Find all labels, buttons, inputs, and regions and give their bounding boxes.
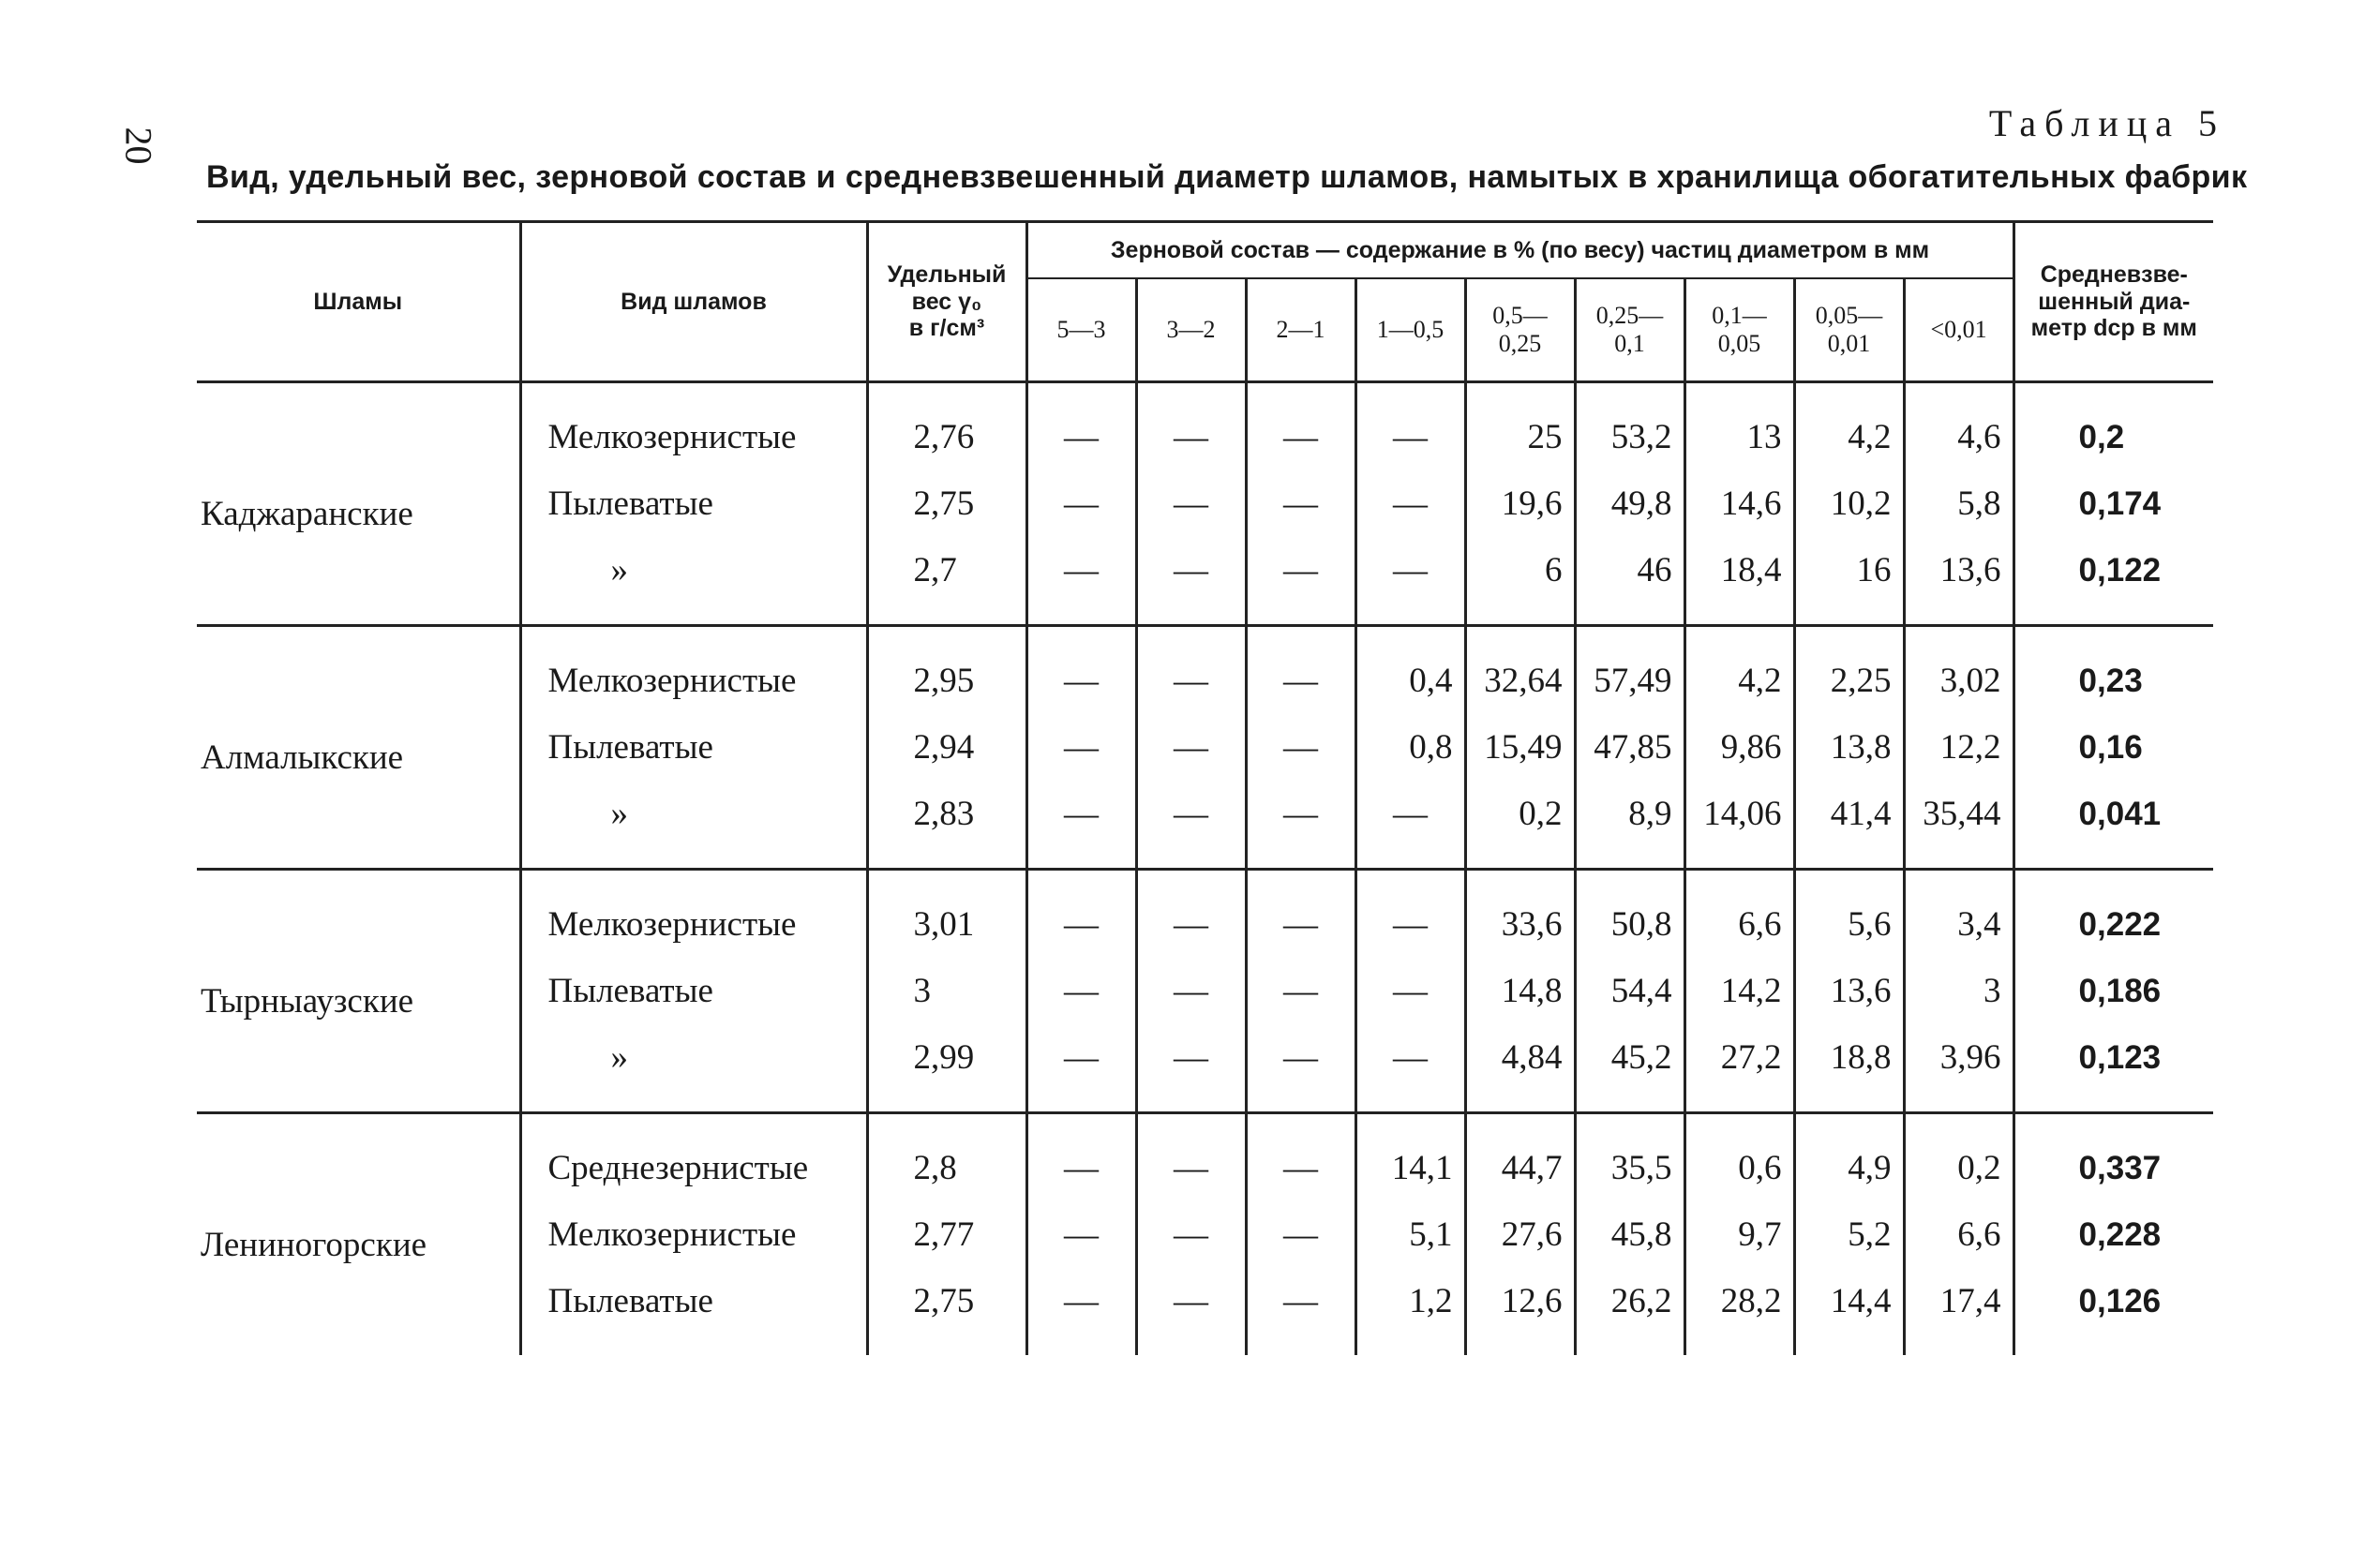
fraction-cell: 18,8: [1794, 1024, 1904, 1113]
fraction-cell: 14,2: [1684, 958, 1794, 1024]
header-grain-group: Зерновой состав — содержание в % (по весу) частиц диаметром в мм: [1026, 222, 2013, 279]
fraction-cell: —: [1246, 537, 1355, 626]
fraction-cell: 27,6: [1465, 1201, 1575, 1268]
fraction-cell: 10,2: [1794, 470, 1904, 537]
fraction-cell: —: [1026, 626, 1136, 715]
fraction-cell: 25: [1465, 382, 1575, 471]
fraction-cell: 3,96: [1904, 1024, 2013, 1113]
fraction-cell: 57,49: [1575, 626, 1684, 715]
slime-kind: Мелкозернистые: [520, 870, 867, 959]
average-diameter-cell: 0,337: [2013, 1113, 2213, 1202]
slime-group-name: Алмалыкские: [197, 626, 520, 870]
fraction-cell: 46: [1575, 537, 1684, 626]
fraction-cell: 44,7: [1465, 1113, 1575, 1202]
fraction-cell: —: [1246, 1268, 1355, 1355]
specific-weight-cell: 3: [867, 958, 1026, 1024]
slime-kind: Среднезернистые: [520, 1113, 867, 1202]
slime-kind: Пылеватые: [520, 714, 867, 781]
fraction-cell: 0,6: [1684, 1113, 1794, 1202]
fraction-cell: 0,2: [1465, 781, 1575, 870]
slime-group-name: Каджаранские: [197, 382, 520, 626]
fraction-cell: —: [1246, 958, 1355, 1024]
fraction-cell: —: [1136, 1268, 1246, 1355]
fraction-cell: 15,49: [1465, 714, 1575, 781]
fraction-cell: 0,8: [1355, 714, 1465, 781]
slime-kind: Мелкозернистые: [520, 382, 867, 471]
slime-kind: Пылеватые: [520, 958, 867, 1024]
fraction-cell: 13,6: [1904, 537, 2013, 626]
table-row: [197, 870, 2213, 959]
specific-weight-cell: 2,7: [867, 537, 1026, 626]
fraction-cell: 4,6: [1904, 382, 2013, 471]
slime-kind: Пылеватые: [520, 470, 867, 537]
specific-weight-cell: 2,75: [867, 1268, 1026, 1355]
fraction-cell: —: [1026, 382, 1136, 471]
table-row: [197, 382, 2213, 471]
specific-weight-cell: 2,8: [867, 1113, 1026, 1202]
fraction-cell: 3,4: [1904, 870, 2013, 959]
fraction-cell: —: [1136, 781, 1246, 870]
fraction-cell: —: [1136, 870, 1246, 959]
fraction-cell: 54,4: [1575, 958, 1684, 1024]
table-header: [197, 222, 2213, 382]
header-weight-line3: в г/см³: [908, 315, 985, 342]
fraction-cell: —: [1355, 781, 1465, 870]
fraction-cell: —: [1246, 1113, 1355, 1202]
fraction-cell: —: [1136, 626, 1246, 715]
fraction-cell: 35,5: [1575, 1113, 1684, 1202]
fraction-cell: —: [1246, 626, 1355, 715]
table-label: Таблица 5: [1988, 102, 2225, 144]
fraction-cell: —: [1355, 870, 1465, 959]
fraction-cell: —: [1026, 1024, 1136, 1113]
table-row: [197, 1113, 2213, 1202]
slime-group-name: Лениногорские: [201, 1226, 427, 1264]
fraction-cell: —: [1246, 382, 1355, 471]
fraction-cell: —: [1246, 714, 1355, 781]
fraction-cell: 5,6: [1794, 870, 1904, 959]
fraction-cell: —: [1026, 781, 1136, 870]
fraction-cell: 49,8: [1575, 470, 1684, 537]
fraction-cell: —: [1026, 537, 1136, 626]
specific-weight-cell: 2,99: [867, 1024, 1026, 1113]
fraction-cell: —: [1136, 1113, 1246, 1202]
fraction-cell: 4,2: [1794, 382, 1904, 471]
header-fraction: 5—3: [1026, 278, 1136, 382]
page-number: 20: [117, 127, 160, 165]
specific-weight-cell: 2,77: [867, 1201, 1026, 1268]
fraction-cell: 50,8: [1575, 870, 1684, 959]
fraction-cell: —: [1246, 1201, 1355, 1268]
header-avg-line2: шенный диа-: [2038, 288, 2191, 315]
specific-weight-cell: 2,94: [867, 714, 1026, 781]
average-diameter-cell: 0,123: [2013, 1024, 2213, 1113]
fraction-cell: —: [1026, 1113, 1136, 1202]
average-diameter-cell: 0,16: [2013, 714, 2213, 781]
fraction-cell: 13,8: [1794, 714, 1904, 781]
fraction-cell: —: [1355, 1024, 1465, 1113]
average-diameter-cell: 0,041: [2013, 781, 2213, 870]
fraction-cell: 3,02: [1904, 626, 2013, 715]
header-avg-line3: метр dср в мм: [2030, 315, 2197, 342]
slime-kind: »: [520, 781, 867, 870]
average-diameter-cell: 0,23: [2013, 626, 2213, 715]
fraction-cell: —: [1246, 1024, 1355, 1113]
fraction-cell: —: [1355, 382, 1465, 471]
slime-group-name: Тырныаузские: [197, 870, 520, 1113]
slime-kind: Мелкозернистые: [520, 626, 867, 715]
fraction-cell: 5,8: [1904, 470, 2013, 537]
fraction-cell: 12,6: [1465, 1268, 1575, 1355]
fraction-cell: 45,8: [1575, 1201, 1684, 1268]
fraction-cell: —: [1136, 1201, 1246, 1268]
fraction-cell: 4,2: [1684, 626, 1794, 715]
fraction-cell: —: [1136, 714, 1246, 781]
header-avg-line1: Средневзве-: [2040, 261, 2188, 288]
header-fraction: 2—1: [1246, 278, 1355, 382]
fraction-cell: 18,4: [1684, 537, 1794, 626]
average-diameter-cell: 0,222: [2013, 870, 2213, 959]
header-kind: Вид шламов: [520, 222, 867, 382]
fraction-cell: —: [1136, 382, 1246, 471]
table-body: [197, 382, 2213, 1356]
fraction-cell: 33,6: [1465, 870, 1575, 959]
fraction-cell: —: [1355, 537, 1465, 626]
fraction-cell: 13,6: [1794, 958, 1904, 1024]
fraction-cell: —: [1026, 714, 1136, 781]
fraction-cell: 14,6: [1684, 470, 1794, 537]
fraction-cell: 28,2: [1684, 1268, 1794, 1355]
fraction-cell: —: [1136, 470, 1246, 537]
fraction-cell: —: [1026, 1268, 1136, 1355]
average-diameter-cell: 0,2: [2013, 382, 2213, 471]
header-fraction: 0,05— 0,01: [1794, 278, 1904, 382]
header-fraction: 3—2: [1136, 278, 1246, 382]
fraction-cell: —: [1246, 781, 1355, 870]
header-average-diameter: [2013, 222, 2213, 382]
fraction-cell: 16: [1794, 537, 1904, 626]
fraction-cell: 6,6: [1904, 1201, 2013, 1268]
fraction-cell: 45,2: [1575, 1024, 1684, 1113]
fraction-cell: 26,2: [1575, 1268, 1684, 1355]
slime-kind: »: [520, 1024, 867, 1113]
fraction-cell: —: [1246, 470, 1355, 537]
fraction-cell: 5,2: [1794, 1201, 1904, 1268]
table-row: [197, 626, 2213, 715]
fraction-cell: 14,06: [1684, 781, 1794, 870]
average-diameter-cell: 0,126: [2013, 1268, 2213, 1355]
average-diameter-cell: 0,186: [2013, 958, 2213, 1024]
fraction-cell: 1,2: [1355, 1268, 1465, 1355]
header-specific-weight: [867, 222, 1026, 382]
fraction-cell: 5,1: [1355, 1201, 1465, 1268]
fraction-cell: 17,4: [1904, 1268, 2013, 1355]
header-fraction: 0,25— 0,1: [1575, 278, 1684, 382]
fraction-cell: 8,9: [1575, 781, 1684, 870]
fraction-cell: 6: [1465, 537, 1575, 626]
fraction-cell: 9,86: [1684, 714, 1794, 781]
fraction-cell: 0,2: [1904, 1113, 2013, 1202]
fraction-cell: —: [1136, 958, 1246, 1024]
fraction-cell: 27,2: [1684, 1024, 1794, 1113]
fraction-cell: —: [1026, 870, 1136, 959]
specific-weight-cell: 3,01: [867, 870, 1026, 959]
fraction-cell: —: [1026, 958, 1136, 1024]
fraction-cell: —: [1026, 1201, 1136, 1268]
fraction-cell: 32,64: [1465, 626, 1575, 715]
fraction-cell: —: [1026, 470, 1136, 537]
fraction-cell: 14,4: [1794, 1268, 1904, 1355]
fraction-cell: 3: [1904, 958, 2013, 1024]
specific-weight-cell: 2,75: [867, 470, 1026, 537]
fraction-cell: 9,7: [1684, 1201, 1794, 1268]
fraction-cell: 41,4: [1794, 781, 1904, 870]
specific-weight-cell: 2,83: [867, 781, 1026, 870]
fraction-cell: —: [1355, 958, 1465, 1024]
fraction-cell: —: [1246, 870, 1355, 959]
fraction-cell: 6,6: [1684, 870, 1794, 959]
slime-kind: Пылеватые: [520, 1268, 867, 1355]
header-fraction: 1—0,5: [1355, 278, 1465, 382]
table-caption: Вид, удельный вес, зерновой состав и средневзвешенный диаметр шламов, намытых в хранилища обогатительных фабрик: [206, 159, 2248, 195]
header-weight-line1: Удельный: [887, 261, 1007, 288]
fraction-cell: 14,8: [1465, 958, 1575, 1024]
fraction-cell: —: [1136, 537, 1246, 626]
fraction-cell: 2,25: [1794, 626, 1904, 715]
fraction-cell: 53,2: [1575, 382, 1684, 471]
slime-kind: Мелкозернистые: [520, 1201, 867, 1268]
fraction-cell: 35,44: [1904, 781, 2013, 870]
fraction-cell: 4,84: [1465, 1024, 1575, 1113]
fraction-cell: 47,85: [1575, 714, 1684, 781]
average-diameter-cell: 0,228: [2013, 1201, 2213, 1268]
slime-kind: »: [520, 537, 867, 626]
fraction-cell: 12,2: [1904, 714, 2013, 781]
specific-weight-cell: 2,95: [867, 626, 1026, 715]
specific-weight-cell: 2,76: [867, 382, 1026, 471]
header-slimes: Шламы: [197, 222, 520, 382]
fraction-cell: 19,6: [1465, 470, 1575, 537]
fraction-cell: 0,4: [1355, 626, 1465, 715]
header-fraction: <0,01: [1904, 278, 2013, 382]
fraction-cell: —: [1136, 1024, 1246, 1113]
header-fraction: 0,5— 0,25: [1465, 278, 1575, 382]
header-weight-line2: вес γ₀: [911, 288, 982, 315]
fraction-cell: —: [1355, 470, 1465, 537]
fraction-cell: 14,1: [1355, 1113, 1465, 1202]
average-diameter-cell: 0,174: [2013, 470, 2213, 537]
average-diameter-cell: 0,122: [2013, 537, 2213, 626]
fraction-cell: 4,9: [1794, 1113, 1904, 1202]
grain-composition-table: [197, 220, 2213, 1355]
header-fraction: 0,1— 0,05: [1684, 278, 1794, 382]
fraction-cell: 13: [1684, 382, 1794, 471]
